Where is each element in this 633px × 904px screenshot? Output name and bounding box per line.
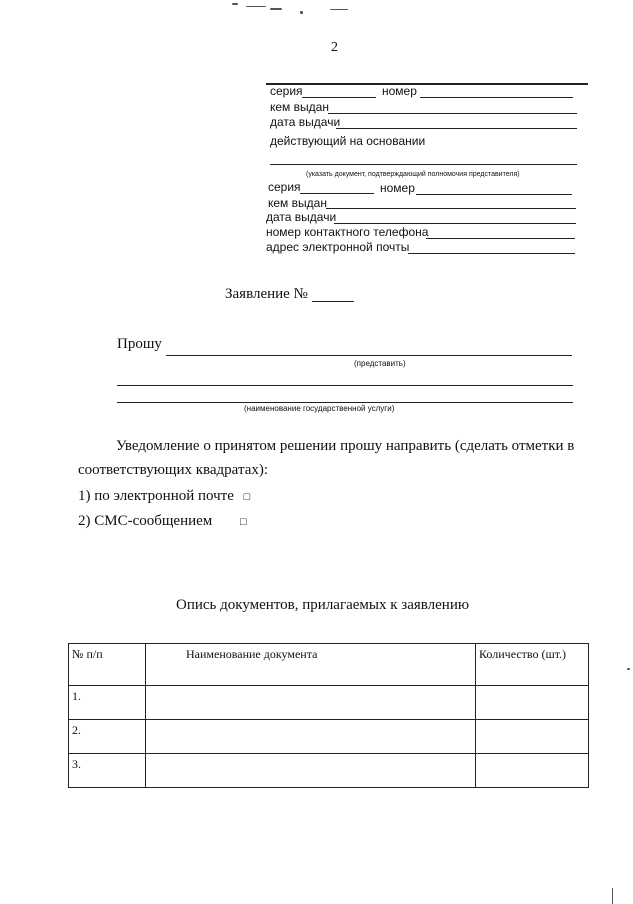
- number2-field[interactable]: [416, 194, 572, 195]
- scan-speck: [246, 6, 266, 7]
- phone-field[interactable]: [426, 238, 575, 239]
- request-label: Прошу: [117, 336, 162, 352]
- scan-speck: [330, 9, 348, 10]
- option-sms: [78, 513, 212, 530]
- scan-speck: [270, 8, 282, 10]
- header-top-rule: [266, 83, 588, 85]
- request-hint-provide: (представить): [354, 359, 406, 368]
- email-field[interactable]: [408, 253, 575, 254]
- basis-field[interactable]: [270, 164, 577, 165]
- acting-basis-label: действующий на основании: [270, 134, 426, 148]
- issue-date2-label: дата выдачи: [266, 210, 337, 224]
- option-email: [78, 488, 250, 505]
- series2-field[interactable]: [300, 193, 374, 194]
- application-title: Заявление №: [225, 286, 308, 302]
- scan-speck: [612, 888, 613, 904]
- request-field-3[interactable]: [117, 402, 573, 403]
- notification-text-line2: соответствующих квадратах):: [78, 462, 269, 478]
- table-header-row: [69, 644, 589, 686]
- basis-hint: (указать документ, подтверждающий полномочия представителя): [306, 171, 520, 178]
- col-header-quantity: Количество (шт.): [476, 644, 589, 686]
- table-row: [69, 720, 589, 754]
- row-number: 2.: [69, 720, 146, 754]
- sms-checkbox[interactable]: □: [240, 516, 247, 528]
- row-number: 1.: [69, 686, 146, 720]
- page-number: 2: [331, 40, 338, 55]
- series2-label: серия: [268, 180, 301, 194]
- scan-speck: [627, 668, 630, 670]
- email-checkbox[interactable]: □: [243, 491, 251, 503]
- inventory-title: Опись документов, прилагаемых к заявлению: [176, 597, 470, 613]
- series-label: серия: [270, 84, 303, 98]
- col-header-number: № п/п: [69, 644, 146, 686]
- row-quantity-cell[interactable]: [476, 754, 589, 788]
- number-label: номер: [382, 84, 417, 98]
- row-document-cell[interactable]: [146, 686, 476, 720]
- option-sms-label: 2) СМС-сообщением: [78, 513, 213, 529]
- table-row: [69, 686, 589, 720]
- issue-date-field[interactable]: [336, 128, 577, 129]
- number-field[interactable]: [420, 97, 573, 98]
- issue-date2-field[interactable]: [334, 223, 576, 224]
- request-hint-service: (наименование государственной услуги): [244, 404, 395, 413]
- row-quantity-cell[interactable]: [476, 720, 589, 754]
- row-quantity-cell[interactable]: [476, 686, 589, 720]
- scan-speck: [232, 3, 238, 5]
- scan-speck: [300, 11, 303, 14]
- col-header-document: Наименование документа: [146, 644, 476, 686]
- issued-by2-field[interactable]: [326, 208, 576, 209]
- phone-label: номер контактного телефона: [266, 225, 429, 239]
- table-row: [69, 754, 589, 788]
- number2-label: номер: [380, 181, 415, 195]
- inventory-table: [68, 643, 589, 788]
- request-field-2[interactable]: [117, 385, 573, 386]
- row-document-cell[interactable]: [146, 720, 476, 754]
- request-field-1[interactable]: [166, 355, 572, 356]
- issue-date-label: дата выдачи: [270, 115, 341, 129]
- application-number-field[interactable]: [312, 301, 354, 302]
- series-field[interactable]: [302, 97, 376, 98]
- option-email-label: 1) по электронной почте: [78, 488, 234, 504]
- row-number: 3.: [69, 754, 146, 788]
- issued-by2-label: кем выдан: [268, 196, 327, 210]
- issued-by-field[interactable]: [328, 113, 577, 114]
- notification-text-line1: Уведомление о принятом решении прошу направить (сделать отметки в: [116, 438, 575, 454]
- email-label: адрес электронной почты: [266, 240, 410, 254]
- issued-by-label: кем выдан: [270, 100, 329, 114]
- row-document-cell[interactable]: [146, 754, 476, 788]
